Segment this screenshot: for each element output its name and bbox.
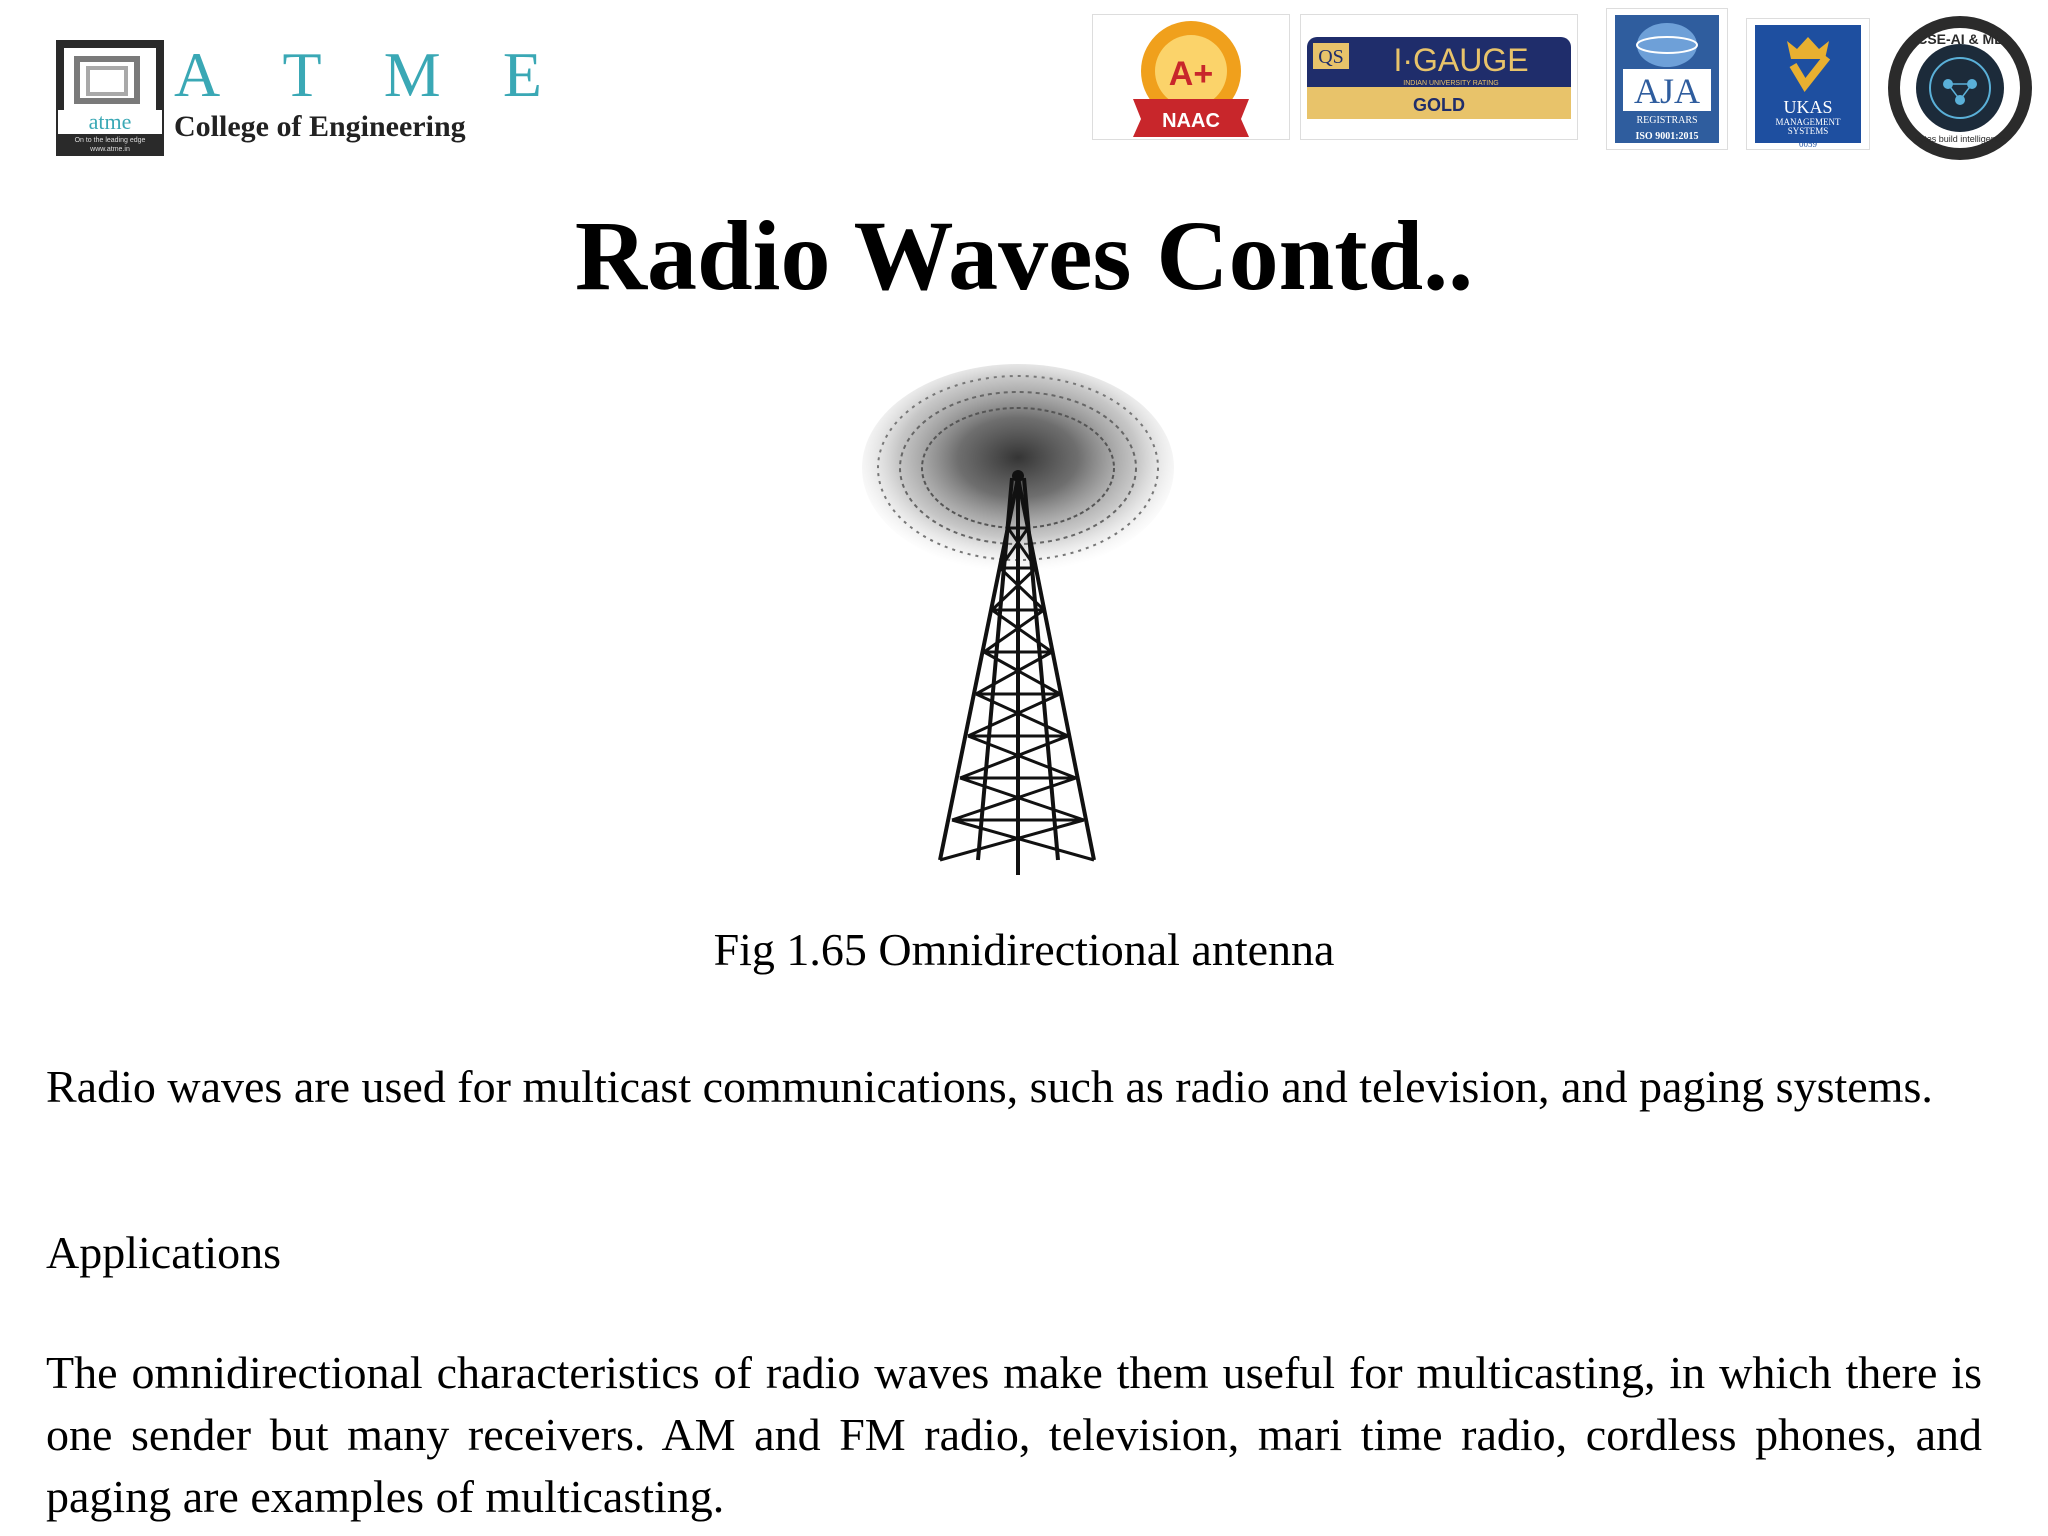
cse-aiml-badge	[1886, 14, 2034, 162]
atme-letter: T	[282, 39, 322, 110]
cse-aiml-sub: bytes build intelligence	[1914, 134, 2006, 144]
radio-tower-icon	[860, 360, 1176, 880]
naac-badge	[1092, 14, 1290, 140]
atme-url-text: www.atme.in	[90, 146, 130, 153]
atme-logo-mark	[56, 40, 164, 156]
accreditation-badges	[1092, 14, 2042, 148]
atme-tagline-text: On to the leading edge	[74, 137, 146, 144]
ukas-name: UKAS	[1783, 97, 1833, 117]
atme-logo-small-text: atme	[58, 110, 162, 134]
atme-letter: E	[502, 39, 542, 110]
atme-letter: A	[174, 39, 221, 110]
qs-name: I·GAUGE	[1393, 42, 1529, 78]
naac-grade: A+	[1168, 55, 1214, 93]
atme-frame-icon	[64, 48, 156, 118]
ukas-number: 0059	[1799, 139, 1817, 149]
ukas-badge	[1746, 18, 1870, 150]
atme-logo-tagline	[60, 136, 160, 154]
slide-title: Radio Waves Contd..	[574, 200, 1474, 311]
atme-college-name: College of Engineering	[174, 110, 466, 143]
qs-igauge-badge	[1300, 14, 1578, 140]
aja-iso: ISO 9001:2015	[1635, 131, 1699, 142]
naac-seal-icon	[1093, 15, 1289, 139]
aja-name: AJA	[1633, 71, 1701, 111]
cse-aiml-text: CSE-AI & ML	[1917, 31, 2003, 47]
qs-level: GOLD	[1413, 95, 1465, 115]
cse-aiml-seal-icon	[1886, 14, 2034, 162]
qs-subtitle: INDIAN UNIVERSITY RATING	[1403, 80, 1499, 87]
atme-letter: M	[383, 39, 441, 110]
aja-globe-icon	[1607, 9, 1727, 149]
ukas-sub1: MANAGEMENT	[1775, 117, 1841, 127]
paragraph-multicast: Radio waves are used for multicast communications, such as radio and television, and paging systems.	[46, 1061, 1933, 1112]
figure-caption: Fig 1.65 Omnidirectional antenna	[713, 924, 1335, 975]
omnidirectional-antenna-figure	[860, 360, 1176, 880]
paragraph-applications: The omnidirectional characteristics of radio waves make them useful for multicasting, in which there is one sender but many receivers. AM and FM radio, television, mari time radio, cordless phones, and paging are examples of multicasting.	[46, 1347, 1982, 1522]
aja-subtitle: REGISTRARS	[1636, 115, 1698, 126]
atme-logo-letters	[174, 40, 542, 110]
ukas-crown-icon	[1747, 19, 1869, 149]
applications-heading: Applications	[46, 1227, 282, 1278]
ukas-sub2: SYSTEMS	[1787, 126, 1829, 136]
aja-badge	[1606, 8, 1728, 150]
naac-label: NAAC	[1162, 110, 1220, 132]
qs-prefix: QS	[1318, 46, 1344, 68]
qs-igauge-logo-icon	[1301, 15, 1577, 139]
atme-logo	[56, 40, 542, 158]
